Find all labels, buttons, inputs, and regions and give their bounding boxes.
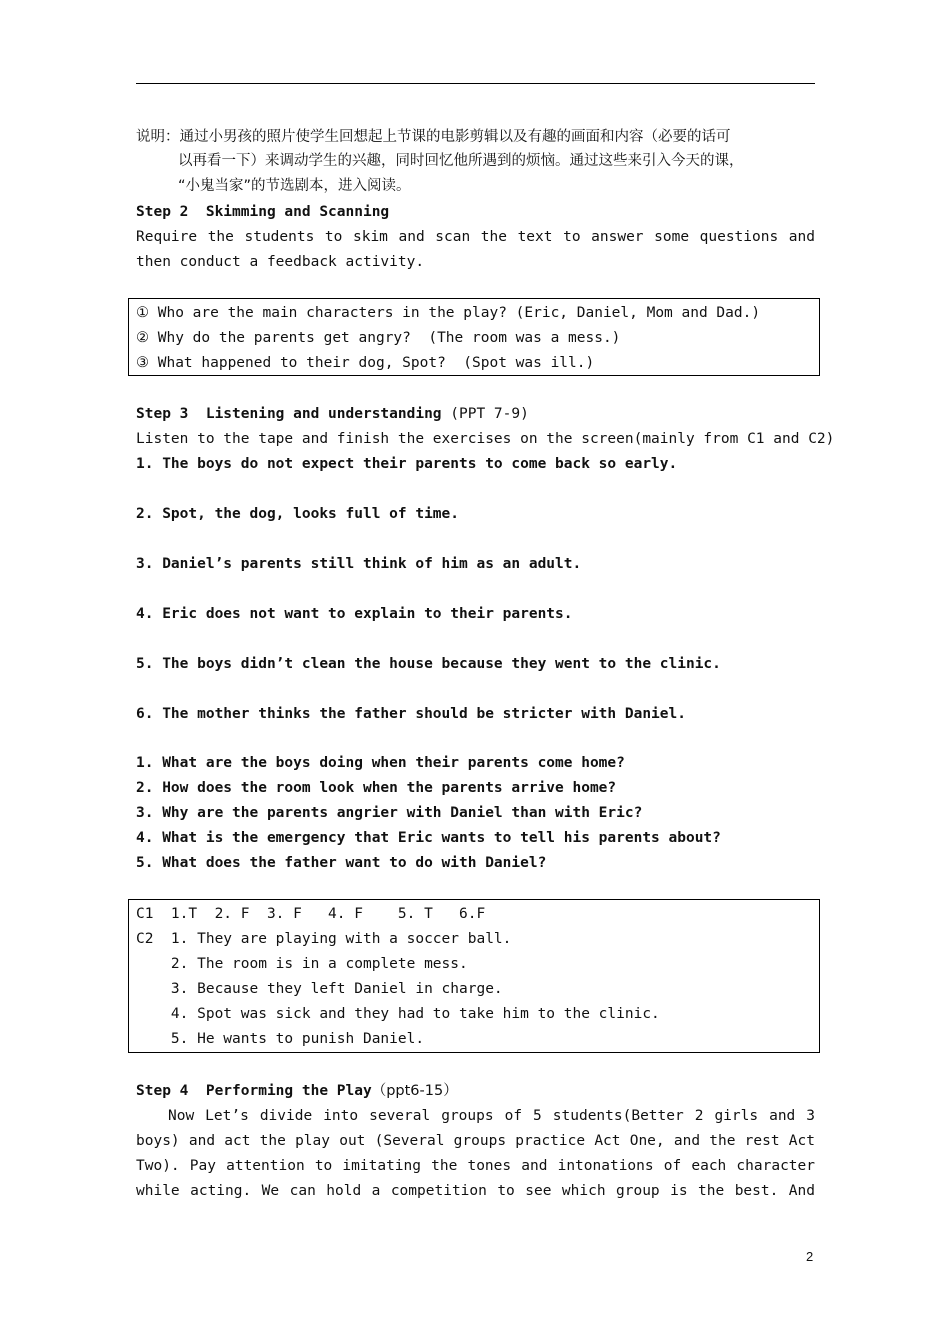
page-number: 2 (806, 1249, 814, 1264)
step4-paragraph-line: boys) and act the play out (Several groups practice Act One, and the rest Act (136, 1133, 815, 1149)
answer-line: 3. Because they left Daniel in charge. (136, 981, 503, 997)
intro-line-3: “小鬼当家”的节选剧本，进入阅读。 (178, 178, 411, 194)
answer-line: 4. Spot was sick and they had to take him to the clinic. (136, 1006, 660, 1022)
step4-heading: Step 4 Performing the Play (136, 1083, 372, 1099)
tf-statement: 6. The mother thinks the father should be stricter with Daniel. (136, 706, 686, 722)
answer-line: C1 1.T 2. F 3. F 4. F 5. T 6.F (136, 906, 486, 922)
step4-paragraph-line: Now Let’s divide into several groups of 5 students(Better 2 girls and 3 (168, 1108, 815, 1124)
step4-paragraph-line: while acting. We can hold a competition to see which group is the best. And (136, 1183, 815, 1199)
comprehension-question: 1. What are the boys doing when their parents come home? (136, 755, 625, 771)
comprehension-question: 3. Why are the parents angrier with Daniel than with Eric? (136, 805, 643, 821)
step3-heading-line (136, 402, 529, 427)
step2-question: ① Who are the main characters in the play? (Eric, Daniel, Mom and Dad.) (136, 305, 761, 321)
intro-line-2: 以再看一下）来调动学生的兴趣，同时回忆他所遇到的烦恼。通过这些来引入今天的课， (178, 153, 744, 169)
answer-line: 2. The room is in a complete mess. (136, 956, 468, 972)
step3-heading-ref: (PPT 7-9) (441, 406, 529, 422)
comprehension-question: 5. What does the father want to do with Daniel? (136, 855, 547, 871)
step2-questions-box (128, 298, 820, 376)
intro-line-1: 说明：通过小男孩的照片使学生回想起上节课的电影剪辑以及有趣的画面和内容（必要的话可 (136, 129, 731, 145)
tf-statement: 5. The boys didn’t clean the house because they went to the clinic. (136, 656, 721, 672)
comprehension-question: 4. What is the emergency that Eric wants to tell his parents about? (136, 830, 721, 846)
tf-statement: 3. Daniel’s parents still think of him as an adult. (136, 556, 582, 572)
step2-desc-2: then conduct a feedback activity. (136, 254, 425, 270)
step2-question: ③ What happened to their dog, Spot? (Spot was ill.) (136, 355, 595, 371)
tf-statement: 2. Spot, the dog, looks full of time. (136, 506, 460, 522)
step4-heading-ref: （ppt6-15） (371, 1083, 458, 1099)
answer-line: 5. He wants to punish Daniel. (136, 1031, 425, 1047)
answers-box (128, 899, 820, 1053)
step3-desc: Listen to the tape and finish the exercises on the screen(mainly from C1 and C2) (136, 431, 835, 447)
step3-heading: Step 3 Listening and understanding (136, 406, 442, 422)
header-rule (136, 83, 815, 84)
step4-paragraph-line: Two). Pay attention to imitating the tones and intonations of each character (136, 1158, 815, 1174)
step2-desc-1: Require the students to skim and scan the text to answer some questions and (136, 229, 815, 245)
tf-statement: 1. The boys do not expect their parents to come back so early. (136, 456, 678, 472)
answer-line: C2 1. They are playing with a soccer ball. (136, 931, 512, 947)
tf-statement: 4. Eric does not want to explain to their parents. (136, 606, 573, 622)
comprehension-question: 2. How does the room look when the parents arrive home? (136, 780, 617, 796)
step2-heading: Step 2 Skimming and Scanning (136, 204, 390, 220)
step4-heading-line (136, 1079, 458, 1104)
step2-question: ② Why do the parents get angry? (The room was a mess.) (136, 330, 621, 346)
